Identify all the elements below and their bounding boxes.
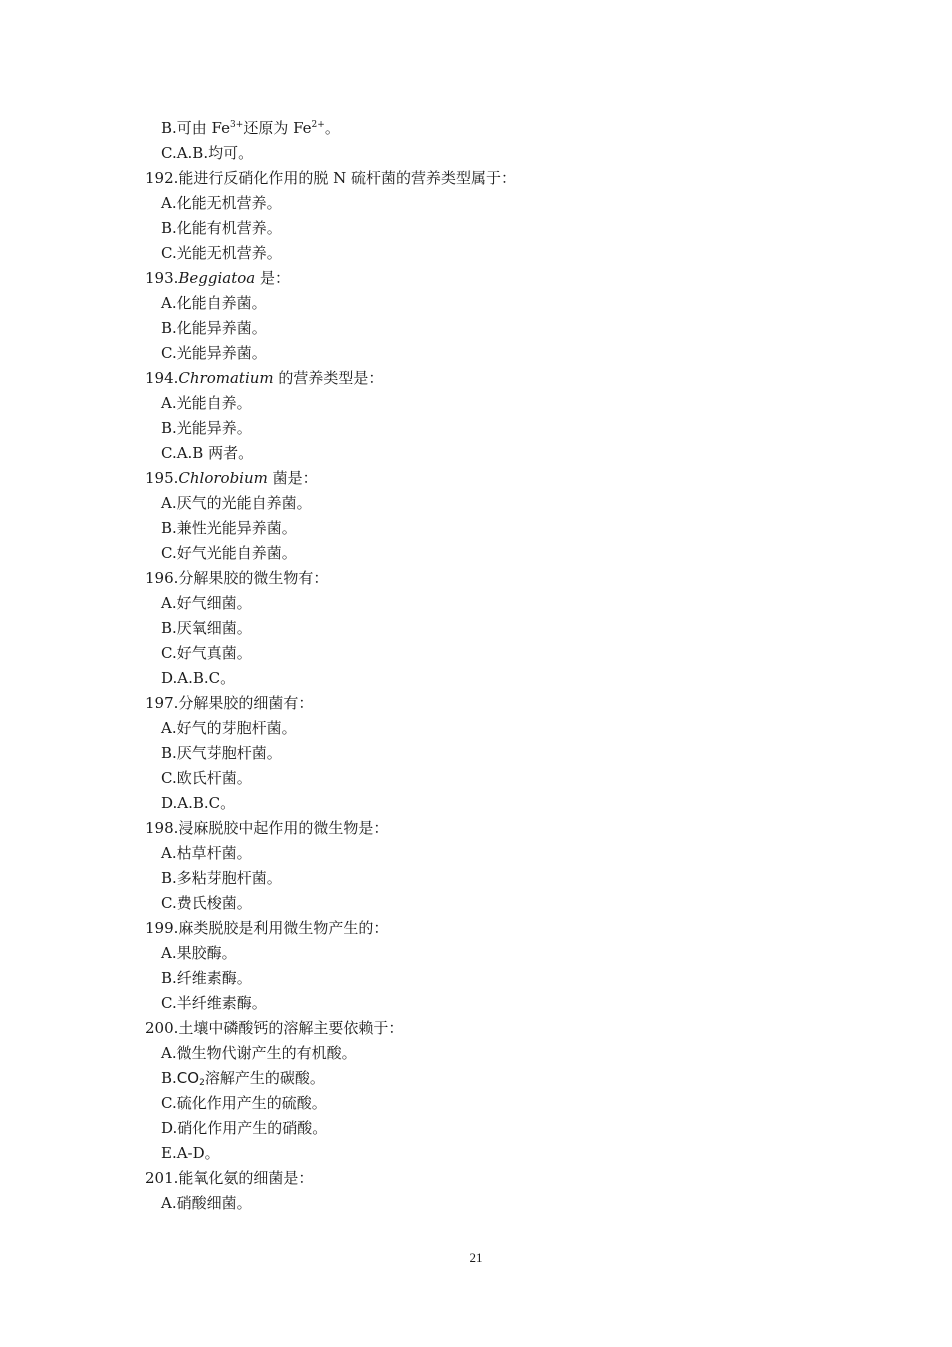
option-195-c: C.好气光能自养菌。 <box>161 544 297 562</box>
option-193-b: B.化能异养菌。 <box>161 319 267 337</box>
option-200-a: A.微生物代谢产生的有机酸。 <box>161 1044 357 1062</box>
option-192-a: A.化能无机营养。 <box>161 194 282 212</box>
option-196-c: C.好气真菌。 <box>161 644 252 662</box>
question-number: 194. <box>145 369 179 387</box>
question-196: 196.分解果胶的微生物有： <box>145 569 329 587</box>
option-198-b: B.多粘芽胞杆菌。 <box>161 869 282 887</box>
option-200-e: E.A-D。 <box>161 1144 220 1162</box>
question-text: 的营养类型是： <box>273 369 384 387</box>
question-193 <box>145 266 845 291</box>
genus-name: Chlorobium <box>178 469 268 487</box>
option-194-a: A.光能自养。 <box>161 394 252 412</box>
option-text: 溶解产生的碳酸。 <box>204 1069 325 1087</box>
option-192-b: B.化能有机营养。 <box>161 219 282 237</box>
option-194-b: B.光能异养。 <box>161 419 252 437</box>
genus-name: Beggiatoa <box>178 269 256 287</box>
page-number: 21 <box>469 1250 483 1265</box>
question-number: 193. <box>145 269 179 287</box>
option-200-c: C.硫化作用产生的硫酸。 <box>161 1094 327 1112</box>
question-text: 菌是： <box>267 469 318 487</box>
question-text: 是： <box>255 269 291 287</box>
question-197: 197.分解果胶的细菌有： <box>145 694 314 712</box>
option-197-b: B.厌气芽胞杆菌。 <box>161 744 282 762</box>
option-200-d: D.硝化作用产生的硝酸。 <box>161 1119 328 1137</box>
question-number: 195. <box>145 469 179 487</box>
option-196-b: B.厌氧细菌。 <box>161 619 252 637</box>
option-195-b: B.兼性光能异养菌。 <box>161 519 297 537</box>
option-191-b <box>145 116 845 141</box>
genus-name: Chromatium <box>178 369 274 387</box>
option-200-b <box>145 1066 845 1091</box>
option-198-a: A.枯草杆菌。 <box>161 844 252 862</box>
option-196-d: D.A.B.C。 <box>161 669 236 687</box>
chemical-formula: CO <box>176 1069 200 1087</box>
option-197-a: A.好气的芽胞杆菌。 <box>161 719 297 737</box>
question-200: 200.土壤中磷酸钙的溶解主要依赖于： <box>145 1019 404 1037</box>
text: 。 <box>324 119 340 137</box>
option-letter: B. <box>161 1069 177 1087</box>
option-199-c: C.半纤维素酶。 <box>161 994 267 1012</box>
superscript: 2+ <box>311 120 325 130</box>
option-197-d: D.A.B.C。 <box>161 794 236 812</box>
question-199: 199.麻类脱胶是利用微生物产生的： <box>145 919 389 937</box>
option-193-a: A.化能自养菌。 <box>161 294 267 312</box>
option-193-c: C.光能异养菌。 <box>161 344 267 362</box>
text: B.可由 Fe <box>161 119 231 137</box>
question-195 <box>145 466 845 491</box>
question-list <box>145 116 845 1216</box>
question-198: 198.浸麻脱胶中起作用的微生物是： <box>145 819 389 837</box>
option-194-c: C.A.B 两者。 <box>161 444 254 462</box>
subscript: 2 <box>199 1078 205 1088</box>
option-195-a: A.厌气的光能自养菌。 <box>161 494 312 512</box>
option-197-c: C.欧氏杆菌。 <box>161 769 252 787</box>
option-196-a: A.好气细菌。 <box>161 594 252 612</box>
superscript: 3+ <box>230 120 244 130</box>
option-191-c: C.A.B.均可。 <box>161 144 254 162</box>
option-198-c: C.费氏梭菌。 <box>161 894 252 912</box>
option-199-a: A.果胶酶。 <box>161 944 237 962</box>
text: 还原为 Fe <box>243 119 312 137</box>
option-192-c: C.光能无机营养。 <box>161 244 282 262</box>
option-201-a: A.硝酸细菌。 <box>161 1194 252 1212</box>
option-199-b: B.纤维素酶。 <box>161 969 252 987</box>
question-192: 192.能进行反硝化作用的脱 N 硫杆菌的营养类型属于： <box>145 169 517 187</box>
question-194 <box>145 366 845 391</box>
question-201: 201.能氧化氨的细菌是： <box>145 1169 314 1187</box>
